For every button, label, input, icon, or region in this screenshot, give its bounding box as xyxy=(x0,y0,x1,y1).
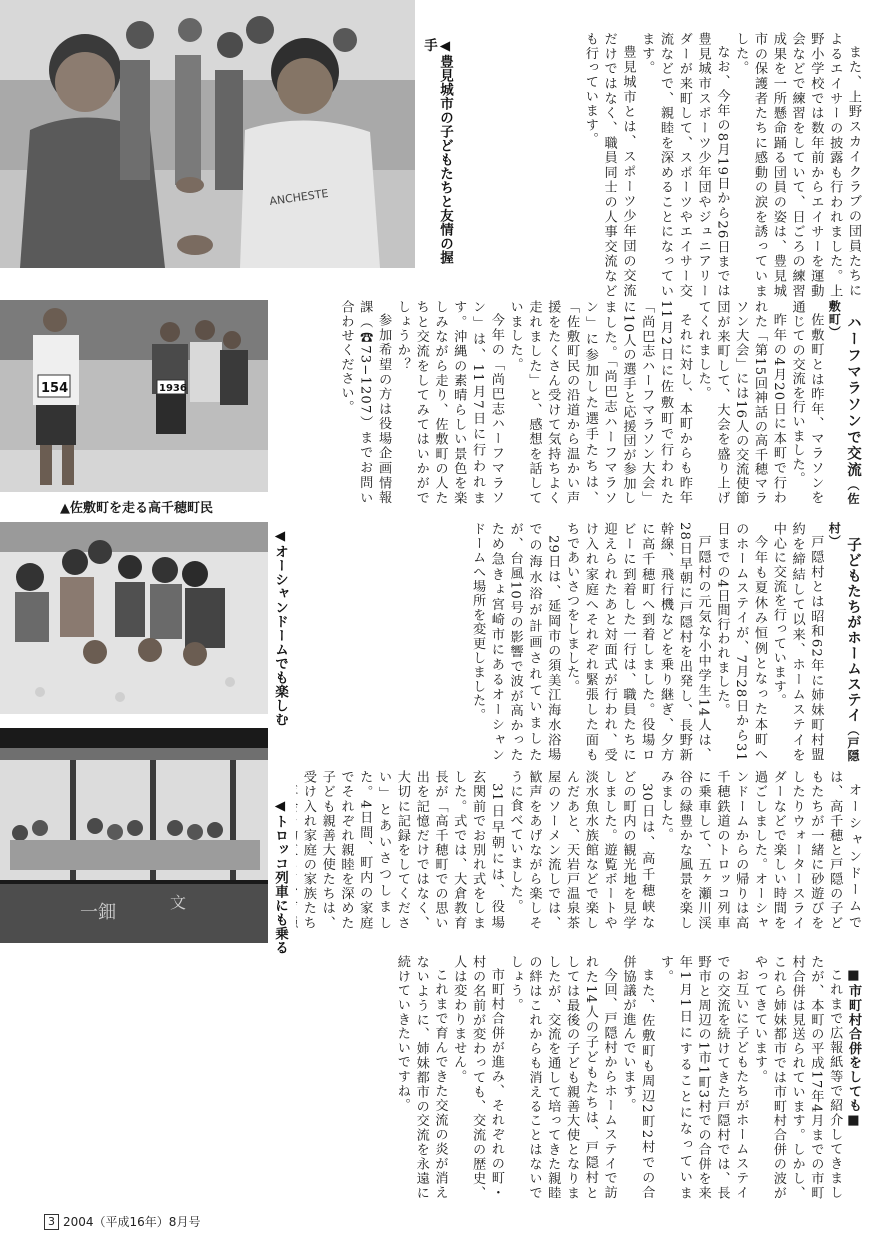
marathon-paragraph: 佐敷町とは昨年、マラソンを通じての交流を行いました。 xyxy=(789,300,824,505)
photo-ocean-dome xyxy=(0,522,268,714)
marathon-section xyxy=(280,300,862,505)
marathon-heading xyxy=(824,300,862,505)
homestay-continued xyxy=(296,770,862,930)
homestay-paragraph: オーシャンドームでは、高千穂と戸隠の子どもたちが一緒に砂遊びをしたりウォータースライダーなどで楽しい時間を過ごしました。オーシャンドームからの帰りは高千穂鉄道のトロッコ列車に乗車して、五ヶ瀬川渓谷の緑豊かな風景を楽しみました。 xyxy=(658,770,861,930)
marathon-paragraph: それに対し、本町からも昨年11月2日に佐敷町で行われた「尚巴志ハーフマラソン大会」に10人の選手と応援団が参加しました。「尚巴志ハーフマラソン」に参加した選手たちは、「佐敷町民の沿道から温かい声援をたくさん受けて気持ちよく走れました」と、感想を話していました。 xyxy=(507,300,692,505)
homestay-paragraph: 31日早朝には、役場玄関前でお別れ式をしました。式では、大倉教育長が「高千穂町での思い出を記憶だけではなく、大切に記録をしてください」とあいさつしました。4日間、町内の家庭でそれぞれ親睦を深めた子ども親善大使たちは、受け入れ家庭の家族たち xyxy=(300,770,504,930)
merger-paragraph: これまで広報紙等で紹介してきましたが、本町の平成17年4月までの市町村合併は見送られています。しかし、これら姉妹都市では市町村合併の波がやってきています。 xyxy=(752,955,843,1200)
homestay-paragraph: 戸隠村の元気な小中学生14人は、28日早朝に戸隠村を出発し、長野新幹線、飛行機などを乗り継ぎ、夕方に高千穂町へ到着しました。役場ロビーに到着した一行は、職員たちに迎えられたあと対面式が行われ、受け入れ家庭へそれぞれ緊張した面もちであいさつをしました。 xyxy=(564,522,711,762)
caption-ocean-dome: ◀オーシャンドームでも楽しむ xyxy=(272,528,288,727)
merger-section xyxy=(60,955,862,1200)
merger-paragraph: 市町村合併が進み、それぞれの町・村の名前が変わっても、交流の歴史、人は変わりません。 xyxy=(451,955,504,1200)
bib-number-1: 154 xyxy=(41,381,69,396)
marathon-place: （佐敷町） xyxy=(827,300,860,505)
merger-paragraph: お互いに子どもたちがホームステイでの交流を続けてきた戸隠村では、長野市と周辺の1市1町3村での合併を来年1月1日にすることになっています。 xyxy=(658,955,749,1200)
caption-trolley-train: ◀トロッコ列車にも乗る xyxy=(272,798,288,955)
train-sign-left: 一鈿 xyxy=(80,902,116,923)
marathon-paragraph: 昨年の4月20日に本町で行われた「第15回神話の高千穂マラソン大会」には16人の交流使節団が来町して、大会を盛り上げてくれました。 xyxy=(695,300,786,505)
photo-handshake xyxy=(0,0,415,268)
train-sign-right: 文 xyxy=(170,893,187,912)
homestay-heading xyxy=(824,522,862,762)
page-number: 3 xyxy=(44,1214,59,1230)
top-paragraph: また、上野スカイクラブの団員たちによるエイサーの披露も行われました。上野小学校では数年前からエイサーを運動会などで練習をしていて、日ごろの練習成果を一所懸命踊る団員の姿は、豊見城市の保護者たちに感動の涙を誘っていました。 xyxy=(733,32,861,298)
photo-ocean-dome-image xyxy=(0,522,268,714)
homestay-section xyxy=(296,522,862,762)
homestay-paragraph: 30日は、高千穂峡などの町内の観光地を見学しました。遊覧ボートや淡水魚水族館などで楽しんだあと、天岩戸温泉茶屋のソーメン流しでは、歓声をあげながら楽しそうに食べていました。 xyxy=(507,770,655,930)
marathon-paragraph: 今年の「尚巴志ハーフマラソン」は、11月7日に行われます。沖縄の素晴らしい景色を楽しみながら走り、佐敷町の人たちと交流をしてみてはいかがでしょうか？ xyxy=(394,300,504,505)
homestay-paragraph: 戸隠村とは昭和62年に姉妹町村盟約を締結して以来、ホームステイを中心に交流を行っています。 xyxy=(770,522,824,762)
photo-handshake-image xyxy=(0,0,415,268)
homestay-paragraph: 29日は、延岡市の須美江海水浴場での海水浴が計画されていましたが、台風10号の影響で波が高かったため急きょ宮崎市にあるオーシャンドームへ場所を変更しました。 xyxy=(470,522,561,762)
merger-paragraph: 今回、戸隠村からホームステイで訪れた14人の子どもたちは、戸隠村としては最後の子ども親善大使となりましたが、交流を通して培ってきた親睦の絆はこれからも消えることはないでしょう。 xyxy=(507,955,617,1200)
marathon-heading-text: ハーフマラソンで交流 xyxy=(845,314,861,479)
photo-marathon xyxy=(0,300,268,492)
top-paragraph: なお、今年の8月19日から26日までは豊見城市スポーツ少年団やジュニアリーダーが来町して、スポーツやエイサー交流などで、親睦を深めることになっています。 xyxy=(639,32,730,298)
photo-trolley-train-image xyxy=(0,728,268,943)
merger-paragraph: また、佐敷町も周辺2町2村での合併協議が進んでいます。 xyxy=(620,955,655,1200)
page-footer xyxy=(44,1213,200,1230)
photo-trolley-train xyxy=(0,728,268,943)
caption-marathon: ▲佐敷町を走る高千穂町民 xyxy=(60,501,213,516)
merger-paragraph: これまで育んできた交流の炎が消えないように、姉妹都市の交流を永遠に続けていきたいですね。 xyxy=(394,955,448,1200)
top-paragraph: 豊見城市とは、スポーツ少年団の交流だけではなく、職員同士の人事交流なども行っています。 xyxy=(582,32,636,298)
merger-heading: ■市町村合併をしても■ xyxy=(846,968,861,1130)
top-text-block xyxy=(446,32,862,298)
caption-handshake: ◀豊見城市の子どもたちと友情の握手 xyxy=(421,38,453,265)
photo-marathon-image xyxy=(0,300,268,492)
marathon-paragraph: 参加希望の方は役場企画情報課（☎73−1207）までお問い合わせください。 xyxy=(338,300,392,505)
homestay-paragraph: 今年も夏休み恒例となった本町へのホームステイが、7月28日から31日までの4日間行われました。 xyxy=(714,522,768,762)
issue-label: 2004（平成16年）8月号 xyxy=(63,1215,201,1229)
homestay-place: （戸隠村） xyxy=(827,522,860,762)
bib-number-2: 1936 xyxy=(159,383,187,394)
shirt-text: ANCHESTE xyxy=(268,186,330,208)
homestay-heading-text: 子どもたちがホームステイ xyxy=(845,536,861,723)
